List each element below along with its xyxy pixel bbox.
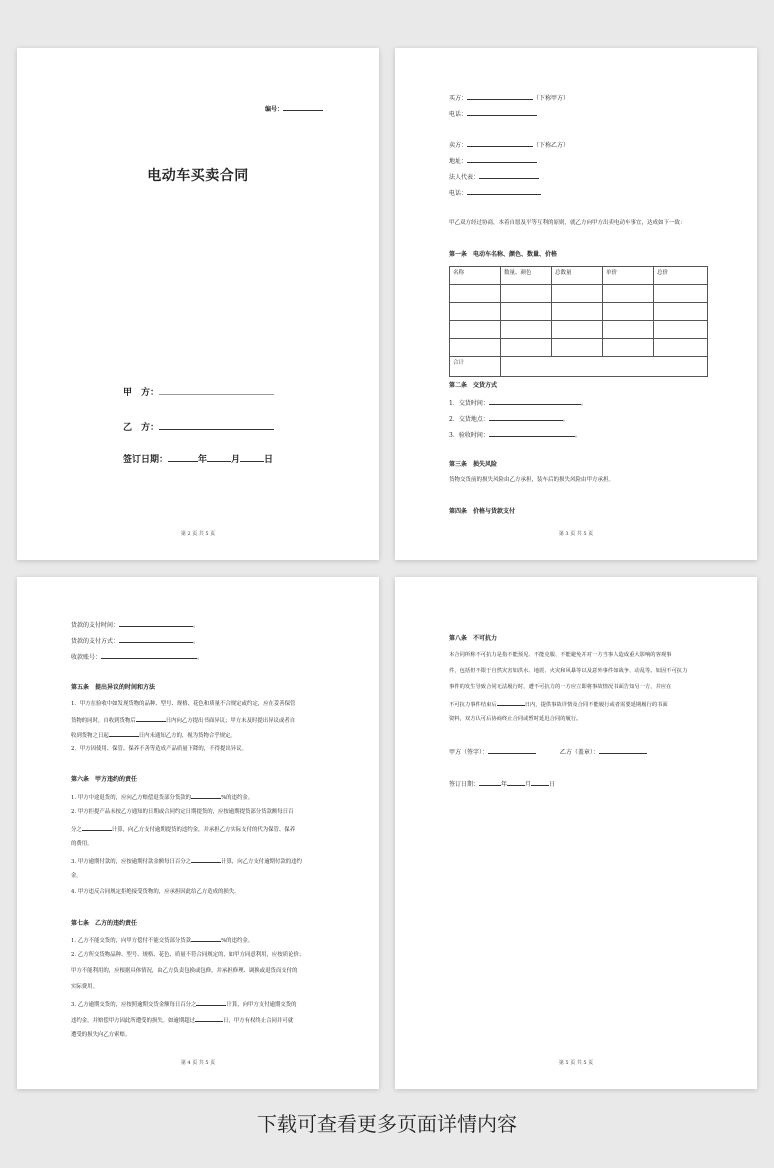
account-line: 收款账号： 。	[71, 654, 204, 661]
delivery-place-line: 2．交货地点： 。	[449, 416, 569, 423]
table-header-cell: 单价	[603, 267, 654, 285]
page-number: 第 3 页 共 5 页	[558, 531, 594, 537]
seller-blank	[467, 140, 533, 147]
article-3-heading: 第三条 损失风险	[449, 461, 498, 468]
account-label: 收款账号：	[71, 654, 102, 661]
days-blank	[136, 715, 166, 722]
table-row	[450, 303, 708, 321]
buyer-line	[449, 93, 569, 103]
page-number: 第 2 页 共 5 页	[180, 531, 216, 537]
rate-blank	[191, 856, 221, 863]
seller-phone-blank	[467, 188, 541, 195]
download-caption: 下载可查看更多页面详情内容	[257, 1112, 517, 1136]
sign-date-line	[123, 452, 273, 465]
party-b-sign-label: 乙方（盖章）：	[559, 749, 599, 756]
table-cell	[552, 321, 603, 339]
article-7-line: 2. 乙方所交货物品种、型号、规格、花色、质量不符合同规定的，如甲方同意利用，应按质论价；	[71, 952, 305, 958]
article-6-line: 2. 甲方拒提产品未按乙方通知的日期或合同约定日期提货的，应按逾期提货部分货款额每日百	[71, 809, 294, 815]
pay-time-blank	[119, 620, 193, 627]
table-cell	[552, 285, 603, 303]
month-label: 月	[231, 455, 241, 465]
table-cell	[552, 339, 603, 357]
text-segment: 计算，向乙方支付逾期付款的违约	[221, 859, 302, 865]
table-cell	[501, 303, 552, 321]
delivery-time-label: 1．交货时间：	[449, 400, 489, 407]
text-segment: 1. 乙方不能交货的，向甲方偿付不能交货部分货款	[71, 938, 192, 944]
text-segment: 日内未通知乙方的，视为货物合乎规定。	[138, 733, 236, 739]
article-6-line	[71, 856, 302, 866]
month-label: 月	[525, 781, 532, 788]
article-7-line: 遭受的损失向乙方索赔。	[71, 1032, 131, 1038]
article-5-line: 1．甲方在验收中如发现货物的品种、型号、规格、花色和质量不合规定或约定，应在妥善保管	[71, 701, 296, 707]
address-label: 地址：	[449, 158, 468, 165]
vehicle-table	[449, 266, 708, 377]
text-segment: 日内向乙方提出书面异议；甲方未及时提出异议或者自	[165, 718, 296, 724]
article-7-line	[71, 1015, 293, 1025]
page-number: 第 4 页 共 5 页	[180, 1060, 216, 1066]
party-b-sign-blank	[599, 747, 647, 754]
day-label: 日	[549, 781, 556, 788]
text-segment: 不可抗力事件结束后	[449, 702, 497, 708]
table-cell	[450, 321, 501, 339]
party-b-blank	[159, 423, 274, 430]
days-blank	[195, 1015, 223, 1022]
pay-method-blank	[119, 636, 193, 643]
pay-time-label: 货款的支付时间：	[71, 622, 120, 629]
legal-rep-blank	[479, 172, 539, 179]
article-8-heading: 第八条 不可抗力	[449, 635, 498, 642]
contract-title: 电动车买卖合同	[147, 168, 249, 184]
table-cell	[603, 339, 654, 357]
percent-blank	[191, 935, 221, 942]
text-segment: 分之	[71, 827, 82, 833]
rate-blank	[82, 824, 112, 831]
article-6-line: 的费用。	[71, 841, 93, 847]
table-cell	[654, 303, 708, 321]
seller-note: （下称乙方）	[533, 142, 570, 149]
article-8-line: 本合同所称不可抗力是指不能预见、不能克服、不能避免并对一方当事人造成重大影响的客观事	[449, 652, 672, 658]
text-segment: 收到货物之日起	[71, 733, 109, 739]
buyer-phone-blank	[467, 109, 537, 116]
delivery-place-blank	[489, 414, 563, 421]
table-cell	[450, 303, 501, 321]
article-1-heading: 第一条 电动车名称、颜色、数量、价格	[449, 251, 558, 258]
text-segment: 3. 甲方逾期付款的，应按逾期付款金额每日百分之	[71, 859, 192, 865]
year-blank	[168, 455, 198, 462]
party-a-blank	[159, 388, 274, 395]
table-total-label: 合计	[450, 357, 501, 377]
table-cell	[603, 285, 654, 303]
article-7-line: 实际费用。	[71, 984, 98, 990]
article-5-line	[71, 715, 295, 725]
article-7-line: 甲方不能利用的，应根据具体情况，由乙方负责包换或包修，并承担修理、调换或退货而支付的	[71, 968, 298, 974]
acceptance-time-label: 3．验收时间：	[449, 432, 489, 439]
contract-intro: 甲乙双方经过协商，本着自愿及平等互利的原则，就乙方向甲方出卖电动车事宜，达成如下一致：	[449, 220, 686, 226]
article-2-heading: 第二条 交货方式	[449, 382, 498, 389]
sign-date-label: 签订日期：	[123, 455, 169, 465]
delivery-place-label: 2．交货地点：	[449, 416, 489, 423]
contract-cover-page	[17, 48, 379, 560]
sign-date-line	[449, 779, 555, 789]
contract-number-field	[265, 104, 323, 114]
day-blank	[240, 455, 264, 462]
address-line	[449, 156, 537, 166]
table-total-row	[450, 357, 708, 377]
article-7-line	[71, 999, 297, 1009]
table-cell	[450, 339, 501, 357]
table-cell	[501, 285, 552, 303]
table-header-row	[450, 267, 708, 285]
table-row	[450, 339, 708, 357]
rate-blank	[196, 999, 226, 1006]
address-blank	[467, 156, 537, 163]
month-blank	[507, 779, 525, 786]
seller-label: 卖方：	[449, 142, 468, 149]
risk-text: 货物交货前的损失风险由乙方承担，装车后的损失风险由甲方承担。	[449, 477, 615, 483]
buyer-label: 买方：	[449, 95, 468, 102]
party-b-line	[123, 420, 274, 433]
contract-page-4	[17, 577, 379, 1089]
article-6-line	[71, 792, 253, 802]
article-6-heading: 第六条 甲方违约的责任	[71, 776, 138, 783]
table-row	[450, 321, 708, 339]
party-a-line	[123, 385, 274, 398]
percent-blank	[191, 792, 221, 799]
party-a-label: 甲 方：	[123, 388, 160, 398]
text-segment: 货物的同时，自收到货物后	[71, 718, 136, 724]
contract-page-3	[395, 48, 757, 560]
account-blank	[101, 652, 197, 659]
article-6-line	[71, 824, 295, 834]
sign-date-label: 签订日期：	[449, 781, 480, 788]
article-6-line: 金。	[71, 873, 82, 879]
contract-page-5	[395, 577, 757, 1089]
pay-method-line: 货款的支付方式： 。	[71, 638, 200, 645]
article-8-line: 资料，双方认可后协商终止合同或暂时延迟合同的履行。	[449, 716, 582, 722]
seller-phone-line	[449, 188, 541, 198]
party-a-sign-label: 甲方（签字）：	[449, 749, 489, 756]
month-blank	[207, 455, 231, 462]
legal-rep-line	[449, 172, 539, 182]
buyer-blank	[467, 93, 533, 100]
article-8-line: 事件的发生导致合同无法履行时，遭不可抗力的一方应立即将事故情况书面告知另一方，并应在	[449, 684, 672, 690]
table-header-cell: 名称	[450, 267, 501, 285]
table-cell	[501, 339, 552, 357]
party-b-label: 乙 方：	[123, 423, 160, 433]
day-label: 日	[264, 455, 274, 465]
day-blank	[531, 779, 549, 786]
acceptance-time-line: 3．验收时间： 。	[449, 432, 581, 439]
text-segment: %的违约金。	[221, 795, 254, 801]
text-segment: 计算，向乙方支付逾期提货的违约金，并承担乙方实际支付的代为保管、保养	[111, 827, 296, 833]
text-segment: 日，甲方有权终止合同并可就	[223, 1018, 294, 1024]
page-number: 第 5 页 共 5 页	[558, 1060, 594, 1066]
article-7-heading: 第七条 乙方的违约责任	[71, 920, 138, 927]
contract-number-label: 编号：	[265, 106, 284, 113]
buyer-note: （下称甲方）	[533, 95, 570, 102]
table-cell	[654, 285, 708, 303]
table-cell	[552, 303, 603, 321]
buyer-phone-label: 电话：	[449, 111, 468, 118]
text-segment: 违约金，并赔偿甲方因此所遭受的损失。如逾期超过	[71, 1018, 195, 1024]
text-segment: 1. 甲方中途退货的，应向乙方赔偿退货部分货款的	[71, 795, 192, 801]
year-label: 年	[501, 781, 508, 788]
table-row	[450, 285, 708, 303]
days-blank	[109, 730, 139, 737]
year-label: 年	[198, 455, 208, 465]
article-7-line	[71, 935, 253, 945]
table-total-cell	[501, 357, 708, 377]
text-segment: %的违约金。	[221, 938, 254, 944]
table-header-cell: 总价	[654, 267, 708, 285]
table-cell	[450, 285, 501, 303]
table-cell	[501, 321, 552, 339]
article-8-line: 件，包括但不限于自然灾害如洪水、地震、火灾和风暴等以及意外事件如战争、动乱等。如因不可抗力	[449, 668, 688, 674]
signature-line	[449, 747, 647, 757]
legal-rep-label: 法人代表：	[449, 174, 480, 181]
article-5-line: 2．甲方因使用、保管、保养不善等造成产品质量下降的，不得提出异议。	[71, 746, 247, 752]
article-8-line	[449, 699, 668, 709]
contract-number-blank	[283, 104, 323, 111]
table-header-cell: 数量、颜色	[501, 267, 552, 285]
table-cell	[603, 321, 654, 339]
buyer-phone-line	[449, 109, 537, 119]
year-blank	[479, 779, 501, 786]
party-a-sign-blank	[488, 747, 536, 754]
article-4-heading: 第四条 价格与货款支付	[449, 508, 516, 515]
seller-line	[449, 140, 569, 150]
days-blank	[497, 699, 525, 706]
pay-method-label: 货款的支付方式：	[71, 638, 120, 645]
delivery-time-line: 1．交货时间： 。	[449, 400, 587, 407]
table-cell	[603, 303, 654, 321]
text-segment: 日内，提供事故详情及合同不能履行或者需要延期履行的书面	[524, 702, 668, 708]
acceptance-time-blank	[489, 430, 575, 437]
article-5-heading: 第五条 提出异议的时间和方法	[71, 684, 156, 691]
table-cell	[654, 339, 708, 357]
article-6-line: 4. 甲方违反合同规定拒绝接受货物的，应承担因此给乙方造成的损失。	[71, 889, 240, 895]
seller-phone-label: 电话：	[449, 190, 468, 197]
delivery-time-blank	[489, 398, 581, 405]
table-cell	[654, 321, 708, 339]
table-header-cell: 总数量	[552, 267, 603, 285]
text-segment: 计算，向甲方支付逾期交货的	[226, 1002, 297, 1008]
text-segment: 3. 乙方逾期交货的，应按照逾期交货金额每日百分之	[71, 1002, 197, 1008]
article-5-line	[71, 730, 236, 740]
pay-time-line: 货款的支付时间： 。	[71, 622, 200, 629]
